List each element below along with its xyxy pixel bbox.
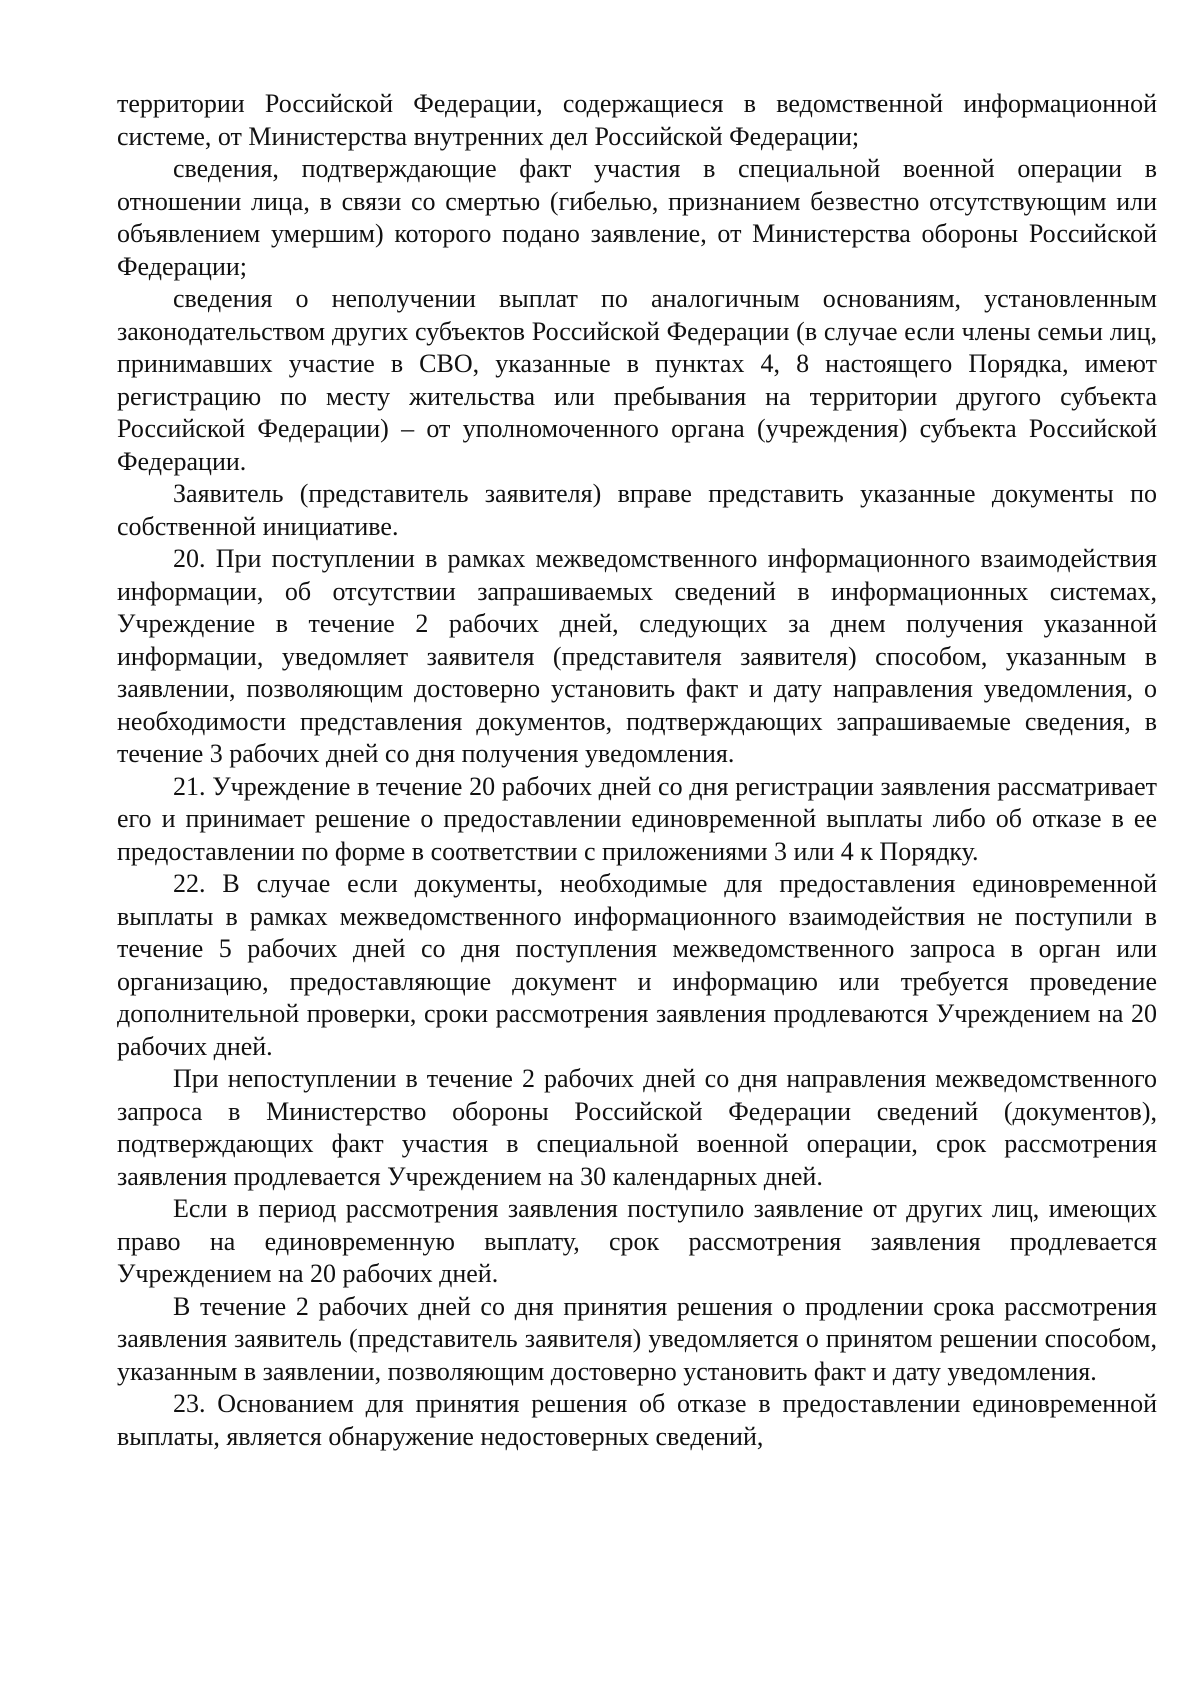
paragraph-mod-info: сведения, подтверждающие факт участия в специальной военной операции в отношении лица, в связи со смертью (гибелью, признанием безвестно отсутствующим или объявлением умершим) которого подано заявление, от Министерства обороны Российской Федерации; [117, 154, 1157, 281]
paragraph-non-receipt-extension: При непоступлении в течение 2 рабочих дней со дня направления межведомственного запроса в Министерство обороны Российской Федерации сведений (документов), подтверждающих факт участия в специальной военной операции, срок рассмотрения заявления продлевается Учреждением на 30 календарных дней. [117, 1064, 1157, 1191]
paragraph-extension-notice: В течение 2 рабочих дней со дня принятия решения о продлении срока рассмотрения заявления заявитель (представитель заявителя) уведомляется о принятом решении способом, указанным в заявлении, позволяющим достоверно установить факт и дату уведомления. [117, 1291, 1157, 1386]
paragraph-other-persons-extension: Если в период рассмотрения заявления поступило заявление от других лиц, имеющих право на единовременную выплату, срок рассмотрения заявления продлевается Учреждением на 20 рабочих дней. [117, 1194, 1157, 1288]
clause-20: 20. При поступлении в рамках межведомственного информационного взаимодействия информации, об отсутствии запрашиваемых сведений в информационных системах, Учреждение в течение 2 рабочих дней, следующих за днем получения указанной информации, уведомляет заявителя (представителя заявителя) способом, указанным в заявлении, позволяющим достоверно установить факт и дату направления уведомления, о необходимости представления документов, подтверждающих запрашиваемые сведения, в течение 3 рабочих дней со дня получения уведомления. [117, 544, 1157, 768]
clause-22: 22. В случае если документы, необходимые для предоставления единовременной выплаты в рамках межведомственного информационного взаимодействия не поступили в течение 5 рабочих дней со дня поступления межведомственного запроса в орган или организацию, предоставляющие документ и информацию или требуется проведение дополнительной проверки, сроки рассмотрения заявления продлеваются Учреждением на 20 рабочих дней. [117, 869, 1157, 1061]
document-page [117, 88, 1157, 1453]
paragraph-continuation: территории Российской Федерации, содержащиеся в ведомственной информационной системе, от Министерства внутренних дел Российской Федерации; [117, 89, 1157, 151]
paragraph-own-initiative: Заявитель (представитель заявителя) вправе представить указанные документы по собственной инициативе. [117, 479, 1157, 541]
clause-23: 23. Основанием для принятия решения об отказе в предоставлении единовременной выплаты, является обнаружение недостоверных сведений, [117, 1389, 1157, 1451]
paragraph-non-receipt-info: сведения о неполучении выплат по аналогичным основаниям, установленным законодательством других субъектов Российской Федерации (в случае если члены семьи лиц, принимавших участие в СВО, указанные в пунктах 4, 8 настоящего Порядка, имеют регистрацию по месту жительства или пребывания на территории другого субъекта Российской Федерации) – от уполномоченного органа (учреждения) субъекта Российской Федерации. [117, 284, 1157, 476]
clause-21: 21. Учреждение в течение 20 рабочих дней со дня регистрации заявления рассматривает его и принимает решение о предоставлении единовременной выплаты либо об отказе в ее предоставлении по форме в соответствии с приложениями 3 или 4 к Порядку. [117, 771, 1157, 866]
